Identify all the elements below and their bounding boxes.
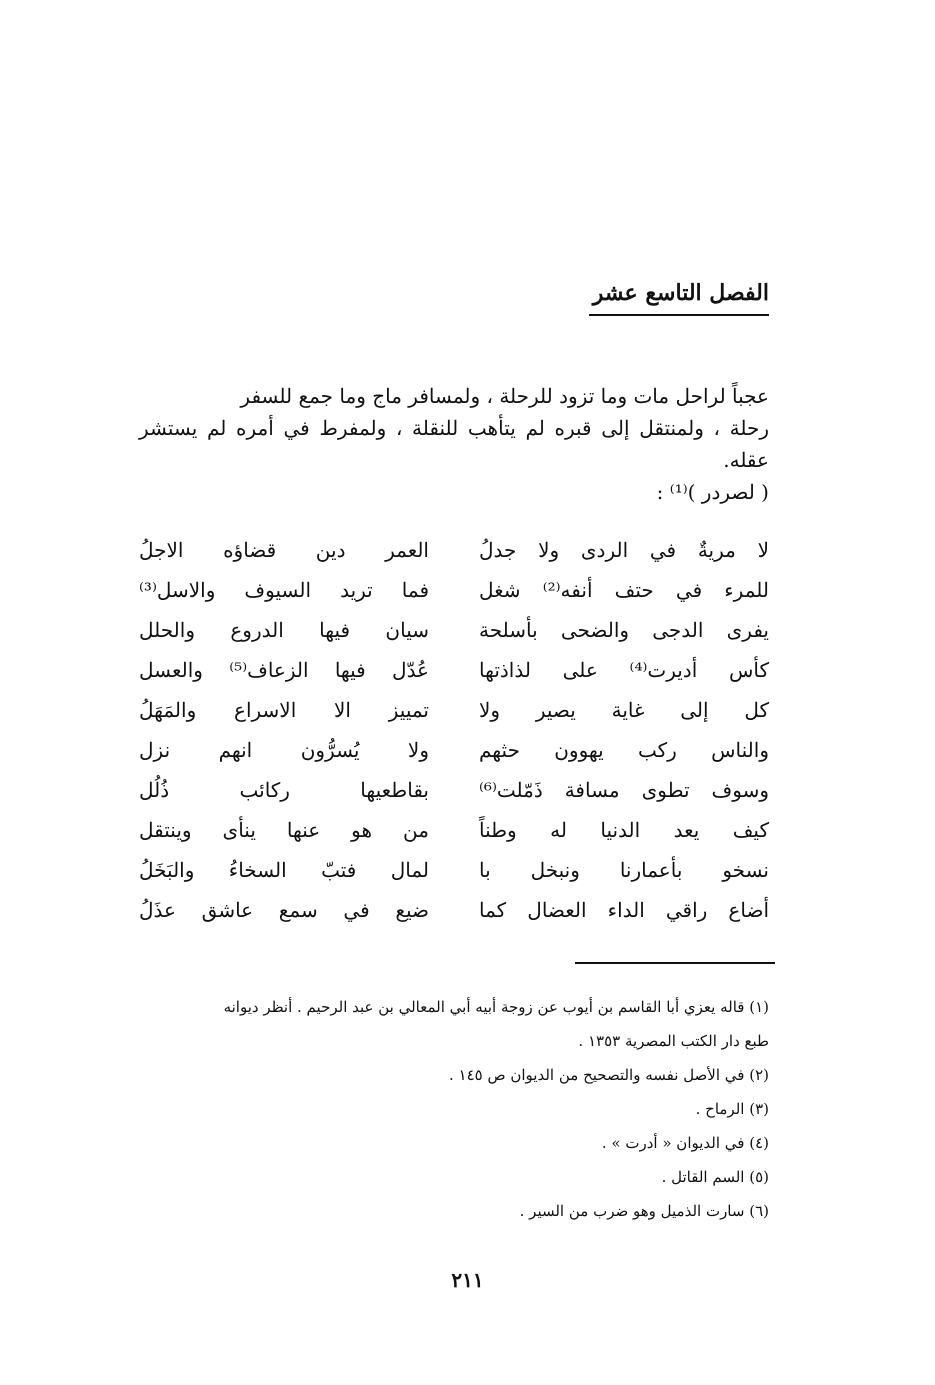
footnote: (١) قاله يعزي أبا القاسم بن أيوب عن زوجة أبيه أبي المعالي بن عبد الرحيم . أنظر ديوانه [223, 998, 769, 1016]
footnote: (٥) السم القاتل . [661, 1168, 769, 1186]
second-hemistich: بقاطعيها ركائب ذُلُل [139, 778, 429, 802]
footnote: (٣) الرماح . [695, 1100, 769, 1118]
second-hemistich: من هو عنها ينأى وينتقل [139, 818, 429, 842]
verse [139, 730, 769, 770]
verse [139, 850, 769, 890]
verse [139, 650, 769, 690]
prose-paragraph [139, 380, 769, 476]
second-hemistich: العمر دين قضاؤه الاجلُ [139, 538, 429, 562]
chapter-title: الفصل التاسع عشر [589, 280, 769, 316]
prose-line: عجباً لراحل مات وما تزود للرحلة ، ولمسافر ماج وما جمع للسفر [240, 384, 769, 408]
first-hemistich: وسوف تطوى مسافة ذَمّلت⁽⁶⁾ [479, 778, 769, 802]
first-hemistich: كل إلى غاية يصير ولا [479, 698, 769, 722]
first-hemistich: للمرء في حتف أنفه⁽²⁾ شغل [479, 578, 769, 602]
first-hemistich: نسخو بأعمارنا ونبخل با [479, 858, 769, 882]
poem-attribution: ( لصردر )⁽¹⁾ : [656, 480, 769, 504]
verse [139, 570, 769, 610]
first-hemistich: لا مريةٌ في الردى ولا جدلُ [479, 538, 769, 562]
second-hemistich: عُدّل فيها الزعاف⁽⁵⁾ والعسل [139, 658, 429, 682]
first-hemistich: كيف يعد الدنيا له وطناً [479, 818, 769, 842]
first-hemistich: والناس ركب يهوون حثهم [479, 738, 769, 762]
verse [139, 610, 769, 650]
verse [139, 890, 769, 930]
second-hemistich: ضيع في سمع عاشق عذَلُ [139, 898, 429, 922]
prose-line: رحلة ، ولمنتقل إلى قبره لم يتأهب للنقلة ، ولمفرط في أمره لم يستشر عقله. [139, 416, 769, 472]
verse [139, 810, 769, 850]
second-hemistich: سيان فيها الدروع والحلل [139, 618, 429, 642]
footnote: (٦) سارت الذميل وهو ضرب من السير . [519, 1202, 769, 1220]
second-hemistich: فما تريد السيوف والاسل⁽³⁾ [139, 578, 429, 602]
first-hemistich: أضاع راقي الداء العضال كما [479, 898, 769, 922]
footnote: (٤) في الديوان « أدرت » . [601, 1134, 769, 1152]
second-hemistich: لمال فتبّ السخاءُ والبَخَلُ [139, 858, 429, 882]
poem [139, 530, 769, 930]
verse [139, 690, 769, 730]
page-number: ٢١١ [451, 1268, 484, 1292]
second-hemistich: ولا يُسرُّون انهم نزل [139, 738, 429, 762]
first-hemistich: يفرى الدجى والضحى بأسلحة [479, 618, 769, 642]
second-hemistich: تمييز الا الاسراع والمَهَلُ [139, 698, 429, 722]
footnote: (٢) في الأصل نفسه والتصحيح من الديوان ص ١٤٥ . [448, 1066, 769, 1084]
footnote-divider [575, 962, 775, 964]
footnotes [129, 990, 769, 1228]
footnote: طبع دار الكتب المصرية ١٣٥٣ . [578, 1032, 769, 1050]
verse [139, 530, 769, 570]
first-hemistich: كأس أديرت⁽⁴⁾ على لذاذتها [479, 658, 769, 682]
verse [139, 770, 769, 810]
